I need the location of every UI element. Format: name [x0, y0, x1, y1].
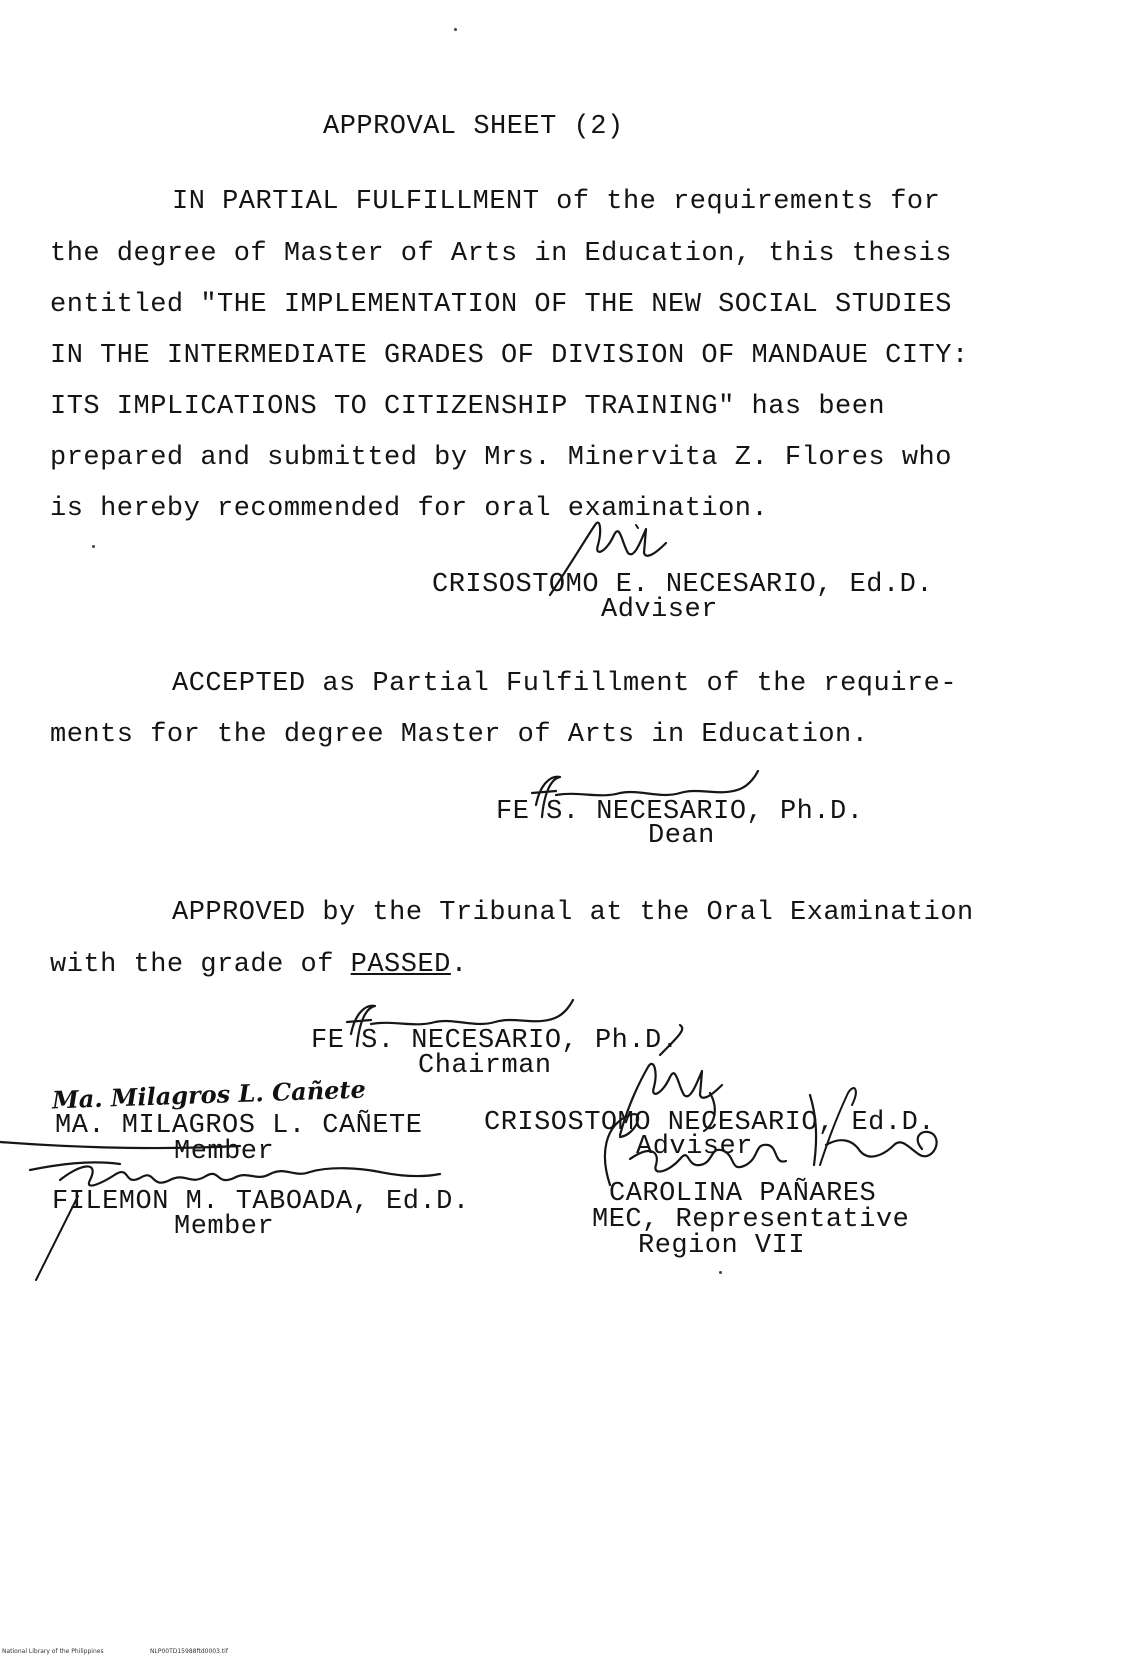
paragraph2-line: ments for the degree Master of Arts in Education. [50, 720, 869, 750]
paragraph2-line: ACCEPTED as Partial Fulfillment of the require- [172, 669, 958, 699]
dean-name: FE S. NECESARIO, Ph.D. [496, 797, 864, 827]
grade-suffix: . [450, 950, 468, 980]
tribunal-adviser-role: Adviser [636, 1132, 753, 1162]
paragraph1-line: is hereby recommended for oral examination. [50, 494, 769, 524]
scan-speck [719, 1271, 722, 1274]
adviser-role: Adviser [601, 595, 718, 625]
paragraph1-line: prepared and submitted by Mrs. Minervita Z. Flores who [50, 443, 952, 473]
footer-library: National Library of the Philippines [2, 1648, 104, 1655]
member1-name: MA. MILAGROS L. CAÑETE [55, 1111, 423, 1141]
adviser-name: CRISOSTOMO E. NECESARIO, Ed.D. [432, 570, 934, 600]
footer-file-id: NLP00TD15988ftd0003.tif [150, 1648, 228, 1655]
mec-name: CAROLINA PAÑARES [609, 1179, 877, 1209]
tribunal-adviser-name: CRISOSTOMO NECESARIO, Ed.D. [484, 1108, 935, 1138]
page-title: APPROVAL SHEET (2) [323, 112, 624, 142]
mec-role-line2: Region VII [638, 1231, 806, 1261]
paragraph1-line: the degree of Master of Arts in Education, this thesis [50, 239, 952, 269]
paragraph3-line [50, 952, 468, 979]
paragraph3-line: APPROVED by the Tribunal at the Oral Examination [172, 898, 974, 928]
grade-value: PASSED [350, 950, 451, 980]
member1-signature: Ma. Milagros L. Cañete [51, 1074, 367, 1115]
member2-role: Member [174, 1212, 275, 1242]
paragraph1-line: IN THE INTERMEDIATE GRADES OF DIVISION OF MANDAUE CITY: [50, 341, 969, 371]
member2-name: FILEMON M. TABOADA, Ed.D. [52, 1187, 470, 1217]
scan-speck [454, 28, 457, 31]
scan-speck [92, 545, 95, 548]
mec-role-line1: MEC, Representative [592, 1205, 910, 1235]
chairman-role: Chairman [418, 1051, 552, 1081]
grade-prefix: with the grade of [50, 950, 351, 980]
member1-role: Member [174, 1137, 275, 1167]
chairman-name: FE S. NECESARIO, Ph.D. [311, 1026, 679, 1056]
dean-role: Dean [648, 821, 715, 851]
paragraph1-line: IN PARTIAL FULFILLMENT of the requirements for [172, 187, 941, 217]
paragraph1-line: ITS IMPLICATIONS TO CITIZENSHIP TRAINING" has been [50, 392, 886, 422]
paragraph1-line: entitled "THE IMPLEMENTATION OF THE NEW SOCIAL STUDIES [50, 290, 952, 320]
